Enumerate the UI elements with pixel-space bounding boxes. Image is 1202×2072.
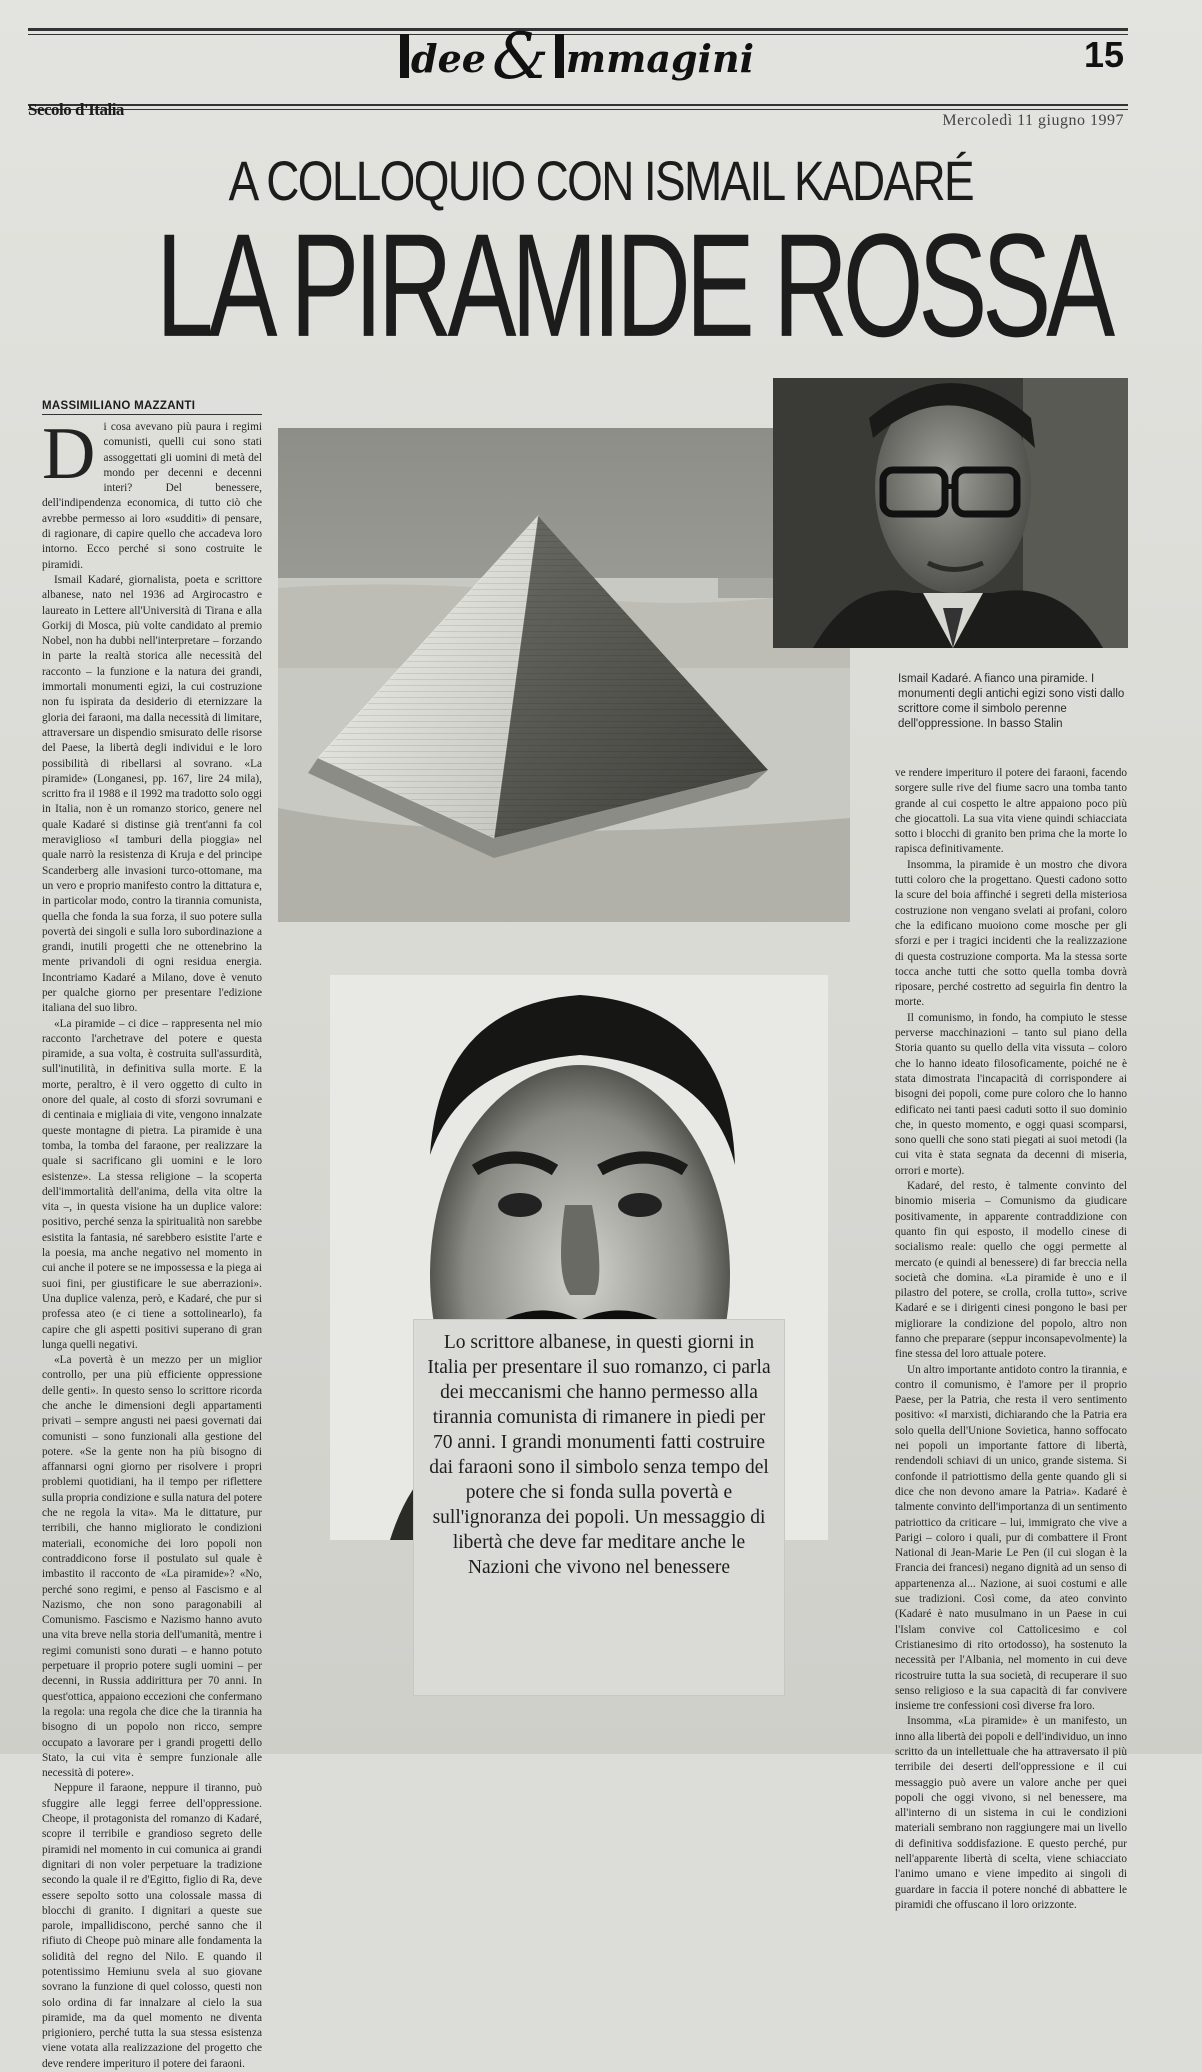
article-paragraph-9: Kadaré, del resto, è talmente convinto del binomio miseria – Comunismo da giudicare positivamente, in apparente contraddizione con quanto fin qui esposto, il modello cinese di socialismo reale: quello che oggi permette al mercato (e quindi al benessere) di far breccia nella società che domina. «La piramide è uno e il pilastro del potere, se crolla, crolla tutto», scrive Kadaré e se i dirigenti cinesi pongono le basi per migliorare la condizione del popolo, altro non fanno che preparare (seppur inconsapevolmente) la fine stessa del loro attuale potere.	[895, 1180, 1127, 1361]
section-title-first: dee	[411, 36, 486, 81]
article-paragraph-3: «La piramide – ci dice – rappresenta nel mio racconto l'archetrave del potere e questa piramide, a sua volta, è costruita sull'assurdità, sull'inutilità, in definitiva sulla morte. E la morte, peraltro, è il vero oggetto di culto in onore del quale, al costo di sforzi sovrumani e di centinaia e migliaia di vite, vengono innalzate queste montagne di pietra. La piramide è una tomba, la tomba del faraone, per realizzare la quale si sacrificano gli uomini e le loro esistenze». La stessa religione – la scoperta dell'immortalità dell'anima, della vita oltre la vita –, in questa visione ha un duplice valore: positivo, perché senza la spiritualità non sarebbe esistita la fantasia, né sarebbero esistite l'arte e la poesia, ma anche negativo nel momento in cui anche il potere se ne impossessa e la piega ai suoi fini, per giustificare le sue aberrazioni». Una duplice valenza, però, e Kadaré, che pur si professa ateo (e ci tiene a sottolinearlo), fa capire che gli aspetti positivi superano di gran lunga quelli negativi.	[42, 1017, 262, 1351]
section-title-second: mmagini	[565, 36, 755, 81]
pyramid-image	[278, 428, 850, 922]
article-paragraph-10: Un altro importante antidoto contro la tirannia, e contro il comunismo, è l'amore per il proprio Paese, per la Patria, che resta il vero sentimento positivo: «I marxisti, dichiarando che la Patria era solo quella dell'Unione Sovietica, hanno soffocato nei popoli un importante fattore di libertà, rendendoli schiavi di un unico, grande sistema. Si confonde il patriottismo della gente quando gli si dice che non devono amare la Patria». Kadaré è talmente convinto dell'importanza di un sentimento patriottico da criticare – lui, immigrato che vive a Parigi – coloro i quali, pur di combattere il Front National di Jean-Marie Le Pen (il cui slogan è la Francia dei francesi) negano dignità ad un senso di appartenenza al... Nazione, ai suoi costumi e alle sue tradizioni. Così come, da ateo convinto (Kadaré è nato musulmano in un Paese in cui l'Islam convive col Cattolicesimo e col Cristianesimo di rito ortodosso), ha sostenuto la necessità per l'Albania, nel momento in cui deve ricostruire tutta la sua società, di recuperare il suo senso religioso e la sua capacità di far convivere insieme tre confessioni così diverse fra loro.	[895, 1363, 1127, 1713]
kadare-portrait-photo	[773, 378, 1128, 648]
pyramid-photo	[278, 428, 850, 922]
article-paragraph-4: «La povertà è un mezzo per un miglior controllo, per una più efficiente oppressione delle genti». In questo senso lo scrittore ricorda che anche le dimensioni degli appartamenti privati – sempre angusti nei paesi governati dai comunisti – sono funzionali alla gestione del potere. «Se la gente non ha più bisogno di affannarsi ogni giorno per risolvere i propri problemi quotidiani, ha il tempo per riflettere sulla propria condizione e sulla natura del potere che ne regola la vita». Ma le dittature, pur terribili, che hanno migliorato le condizioni materiali, economiche dei loro popoli non contraddicono forse il postulato sul quale è imbastito il racconto de «La piramide»? «No, perché sono regimi, e penso al Fascismo e al Nazismo, che non sono paragonabili al Comunismo. Fascismo e Nazismo hanno avuto una vita breve nella storia dell'umanità, mentre i regimi comunisti sono durati – e hanno potuto perpetuare il proprio potere sugli uomini – per decenni, in Russia addirittura per 70 anni. In quest'ottica, appaiono eccezioni che confermano la regola: una regola che dice che la tirannia ha bisogno di un popolo non ricco, sempre occupato a lavorare per i grandi progetti dello Stato, la cui vita è sempre funzionale alle necessità di potere».	[42, 1354, 262, 1780]
byline: MASSIMILIANO MAZZANTI	[42, 400, 262, 415]
section-bar-i2	[555, 34, 564, 78]
masthead: Secolo d'Italia	[28, 100, 124, 119]
article-paragraph-5: Neppure il faraone, neppure il tiranno, può sfuggire alle leggi ferree dell'oppressione. Cheope, il protagonista del romanzo di Kadaré, scopre il terribile e grandioso segreto delle piramidi nel momento in cui comunica ai grandi dignitari di non voler perpetuare la tradizione secondo la quale il re d'Egitto, figlio di Ra, deve essere sepolto sotto una colossale massa di blocchi di granito. I dignitari a queste sue parole, impallidiscono, perché sanno che il rifiuto di Cheope può minare alle fondamenta la solidità del regno del Nilo. E quando il potentissimo Hemiunu svela al suo giovane sovrano la funzione di quel colosso, questi non solo ordina di far innalzare al cielo la sua piramide, ma da quel momento ne diventa prigioniero, perché tutta la sua stessa esistenza viene votata alla realizzazione del progetto che deve rendere imperituro il potere dei faraoni.	[42, 1782, 262, 2070]
drop-cap: D	[42, 413, 96, 495]
article-paragraph-6: ve rendere imperituro il potere dei faraoni, facendo sorgere sulle rive del fiume sacro una tomba tanto grande al cui cospetto le altre appaiono poco più che giocattoli. La sua vita viene quindi schiacciata sotto i blocchi di granito ben prima che la morte lo rapisca definitivamente.	[895, 767, 1127, 856]
dateline: Mercoledì 11 giugno 1997	[942, 112, 1124, 129]
main-headline: LA PIRAMIDE ROSSA	[156, 202, 1111, 368]
article-paragraph-1-text: i cosa avevano più paura i regimi comunisti, quelli cui sono stati assoggettati gli uomini di metà del mondo per decenni e decenni interi? Del benessere, dell'indipendenza economica, di tutto ciò che avrebbe permesso ai loro «sudditi» di pensare, di ragionare, di capire quello che accadeva loro intorno. Ecco perché si sono costruite le piramidi.	[42, 421, 262, 571]
article-column-1	[42, 413, 262, 2070]
header-rule-bottom-thin	[28, 109, 1128, 110]
page-number: 15	[1083, 34, 1124, 75]
article-paragraph-1	[42, 413, 262, 573]
article-column-2	[895, 766, 1128, 1911]
kadare-portrait-image	[773, 378, 1128, 648]
article-paragraph-11: Insomma, «La piramide» è un manifesto, un inno alla libertà dei popoli e dell'individuo, un inno scritto da un intellettuale che ha attraversato il più terribile dei deserti dell'oppressione e il cui messaggio può avere un valore anche per quei popoli che oggi vivono, si nel benessere, ma all'interno di un sistema in cui le condizioni materiali sembrano non raggiungere mai un livello di definitiva soddisfazione. E questo perché, pur nell'apparente libertà di scelta, viene schiacciato l'animo umano e viene impedito ai singoli di guardare in faccia il potere nonché di abbattere le piramidi che offuscano il loro orizzonte.	[895, 1715, 1128, 1911]
photo-caption: Ismail Kadaré. A fianco una piramide. I monumenti degli antichi egizi sono visti dallo scrittore come il simbolo perenne dell'oppressione. In basso Stalin	[898, 673, 1125, 730]
kicker-headline: A COLLOQUIO CON ISMAIL KADARÉ	[228, 149, 973, 212]
pull-quote: Lo scrittore albanese, in questi giorni in Italia per presentare il suo romanzo, ci parla dei meccanismi che hanno permesso alla tirannia comunista di rimanere in piedi per 70 anni. I grandi monumenti fatti costruire dai faraoni sono il simbolo senza tempo del potere che si fonda sulla povertà e sull'ignoranza dei popoli. Un messaggio di libertà che deve far meditare anche le Nazioni che vivono nel benessere	[414, 1320, 784, 1695]
section-bar-i	[400, 34, 409, 78]
section-title-ampersand: &	[491, 20, 549, 94]
section-title	[400, 20, 760, 100]
article-paragraph-2: Ismail Kadaré, giornalista, poeta e scrittore albanese, nato nel 1936 ad Argirocastro e laureato in Lettere all'Università di Tirana e alla Gorkij di Mosca, più volte candidato al premio Nobel, non ha dubbi nell'interpretare – forzando in parte la realtà storica alle necessità del racconto – la funzione e la natura dei grandi, immortali monumenti egizi, la cui costruzione non fu ispirata da desiderio di eternizzare la gloria dei faraoni, ma dalla necessità di limitare, attraversare un dispendio smisurato delle risorse del Paese, la libertà degli individui e le loro possibilità di ribellarsi al sovrano. «La piramide» (Longanesi, pp. 167, lire 24 mila), scritto fra il 1988 e il 1992 ma tradotto solo oggi in Italia, non è un romanzo storico, genere nel quale Kadaré si distinse già trent'anni fa col meraviglioso «I tamburi della pioggia» nel quale narrò la resistenza di Kruja e del principe Scanderberg alle invasioni turco-ottomane, ma un vero e proprio manifesto contro la dittatura e, in particolar modo, contro la tirannia comunista, quella che fonda la sua forza, il suo potere sulla povertà dei singoli e sulla loro subordinazione a grandi, inutili progetti che ne ottenebrino la mente privandoli di ogni residua energia. Incontriamo Kadaré a Milano, dove è venuto per qualche giorno per presentare l'edizione italiana del suo libro.	[42, 573, 262, 1015]
article-paragraph-8: Il comunismo, in fondo, ha compiuto le stesse perverse macchinazioni – tanto sul piano della Storia quanto su quello della vita vissuta – coloro che lo hanno ideato filosoficamente, poiché ne è stata dimostrata l'incapacità di corrispondere ai bisogni dei popoli, come pure coloro che lo hanno edificato nei tanti paesi caduti sotto il suo dominio che, in questo momento, e oggi quasi scomparsi, sono quelli che sono stati piegati ai suoi metodi (la cui vita è stata segnata da decenni di miseria, orrori e morte).	[895, 1011, 1127, 1177]
header-rule-bottom	[28, 104, 1128, 106]
article-paragraph-7: Insomma, la piramide è un mostro che divora tutti coloro che la progettano. Questi cadono sotto la scure del boia affinché i segreti della misteriosa costruzione non vengano svelati ai profani, coloro che la edificano muoiono come mosche per gli sforzi e per i tragici incidenti che la realizzazione di questa costruzione comporta. Ma la stessa sorte tocca anche tutti che sotto quella tomba dovrà riposare, perché costretto ad seguirla fin dentro la morte.	[895, 858, 1127, 1009]
